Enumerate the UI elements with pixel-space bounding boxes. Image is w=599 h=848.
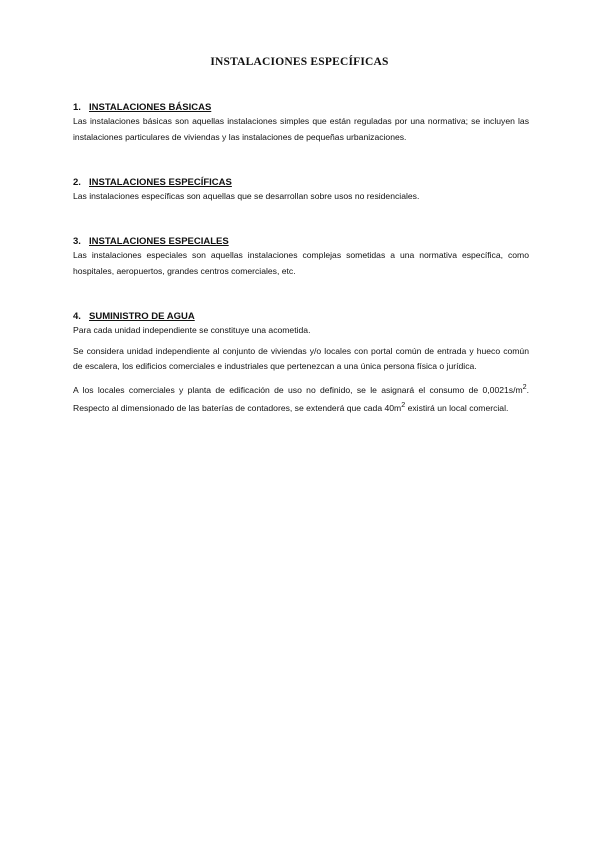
section-heading [73, 236, 529, 248]
superscript-squared: 2 [401, 400, 406, 409]
section-number: 1. [73, 102, 81, 113]
consumption-text-part1: A los locales comerciales y planta de edificación de uso no definido, se le asignará el consumo de 0,0021s/m [73, 384, 523, 395]
section-paragraph: Para cada unidad independiente se constituye una acometida. [73, 325, 311, 335]
superscript-squared: 2 [522, 382, 527, 391]
section-number: 4. [73, 311, 81, 322]
section-heading-text: SUMINISTRO DE AGUA [89, 311, 195, 322]
section-heading-text: INSTALACIONES BÁSICAS [89, 102, 212, 113]
section-paragraph: Se considera unidad independiente al conjunto de viviendas y/o locales con portal común de entrada y hueco común de escalera, los edificios comerciales e industriales que pertenezcan a una única persona física o jurídica. [73, 345, 529, 371]
section-number: 3. [73, 236, 81, 247]
section-heading [73, 177, 529, 189]
section-instalaciones-especiales [73, 236, 529, 279]
section-paragraph: Las instalaciones especiales son aquellas instalaciones complejas sometidas a una normativa específica, como hospitales, aeropuertos, grandes centros comerciales, etc. [73, 250, 529, 276]
section-suministro-de-agua [73, 311, 529, 416]
consumption-text-part2: . Respecto al dimensionado de las baterías de contadores, se extenderá que cada 40m [73, 384, 529, 413]
section-heading-text: INSTALACIONES ESPECÍFICAS [89, 177, 232, 188]
document-title: INSTALACIONES ESPECÍFICAS [210, 56, 389, 68]
consumption-text-part3: existirá un local comercial. [405, 402, 509, 413]
section-instalaciones-especificas [73, 177, 529, 205]
consumption-paragraph [73, 380, 529, 417]
section-number: 2. [73, 177, 81, 188]
section-heading-text: INSTALACIONES ESPECIALES [89, 236, 229, 247]
section-instalaciones-basicas [73, 102, 529, 145]
section-paragraph: Las instalaciones básicas son aquellas instalaciones simples que están reguladas por una normativa; se incluyen las instalaciones particulares de viviendas y las instalaciones de pequeñas urbanizaciones. [73, 116, 529, 142]
section-heading [73, 311, 529, 323]
section-heading [73, 102, 529, 114]
section-paragraph: Las instalaciones específicas son aquellas que se desarrollan sobre usos no residenciales. [73, 191, 420, 201]
